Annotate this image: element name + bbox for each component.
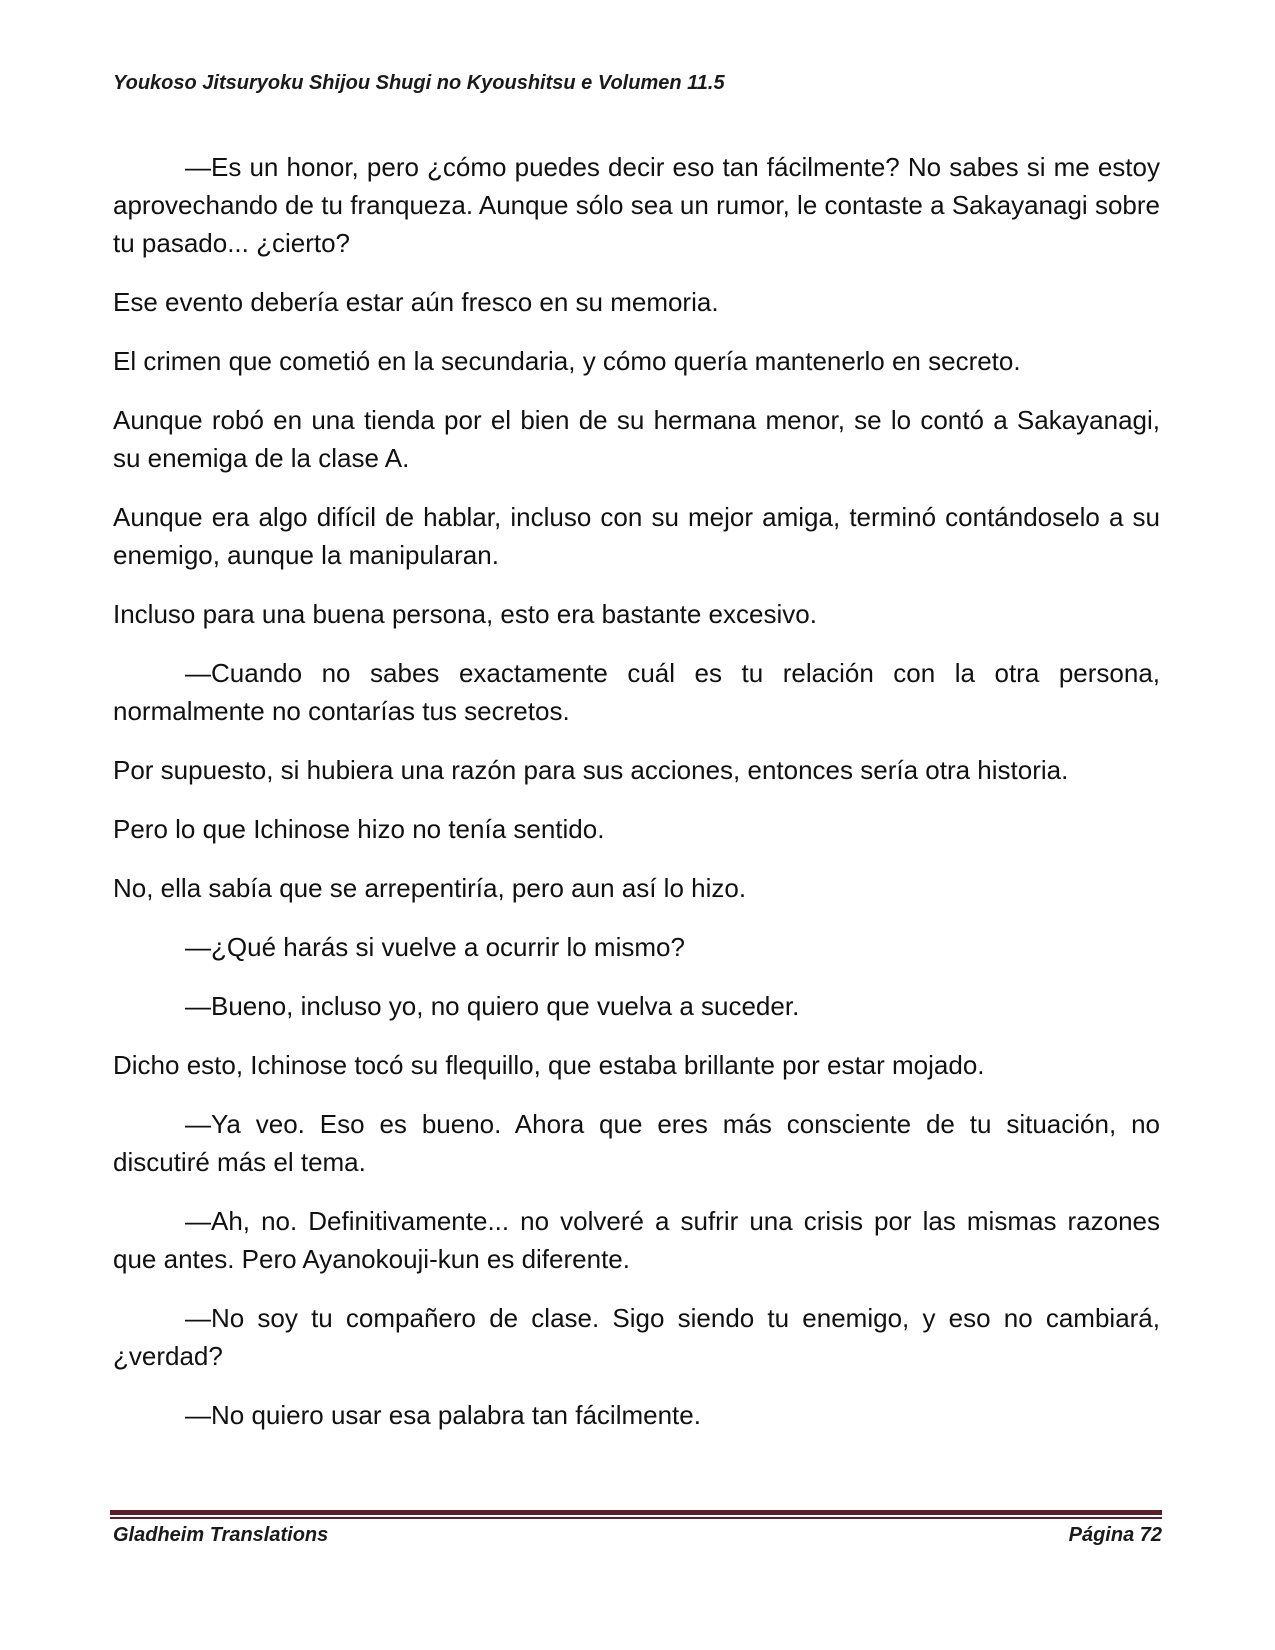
paragraph: No, ella sabía que se arrepentiría, pero aun así lo hizo. bbox=[113, 873, 747, 903]
footer-rule-thin bbox=[110, 1517, 1162, 1519]
paragraph-dialogue: —No soy tu compañero de clase. Sigo siendo tu enemigo, y eso no cambiará, ¿verdad? bbox=[113, 1303, 1160, 1371]
paragraph-dialogue: —Ah, no. Definitivamente... no volveré a sufrir una crisis por las mismas razones que antes. Pero Ayanokouji-kun es diferente. bbox=[113, 1206, 1160, 1274]
paragraph: Pero lo que Ichinose hizo no tenía sentido. bbox=[113, 814, 605, 844]
page-number: Página 72 bbox=[1068, 1524, 1162, 1546]
page-body bbox=[113, 148, 1160, 1455]
paragraph-dialogue: —Cuando no sabes exactamente cuál es tu relación con la otra persona, normalmente no contarías tus secretos. bbox=[113, 658, 1160, 726]
paragraph: El crimen que cometió en la secundaria, y cómo quería mantenerlo en secreto. bbox=[113, 346, 1021, 376]
paragraph-dialogue: —Ya veo. Eso es bueno. Ahora que eres más consciente de tu situación, no discutiré más el tema. bbox=[113, 1109, 1160, 1177]
paragraph-dialogue: —Es un honor, pero ¿cómo puedes decir eso tan fácilmente? No sabes si me estoy aprovechando de tu franqueza. Aunque sólo sea un rumor, le contaste a Sakayanagi sobre tu pasado... ¿cierto? bbox=[113, 152, 1160, 258]
paragraph-dialogue: —Bueno, incluso yo, no quiero que vuelva a suceder. bbox=[185, 991, 800, 1021]
paragraph: Dicho esto, Ichinose tocó su flequillo, que estaba brillante por estar mojado. bbox=[113, 1050, 985, 1080]
paragraph: Ese evento debería estar aún fresco en su memoria. bbox=[113, 287, 719, 317]
paragraph: Aunque era algo difícil de hablar, incluso con su mejor amiga, terminó contándoselo a su enemigo, aunque la manipularan. bbox=[113, 502, 1160, 570]
paragraph: Por supuesto, si hubiera una razón para sus acciones, entonces sería otra historia. bbox=[113, 755, 1069, 785]
paragraph-dialogue: —¿Qué harás si vuelve a ocurrir lo mismo? bbox=[185, 932, 685, 962]
footer-rule bbox=[110, 1510, 1162, 1519]
running-header: Youkoso Jitsuryoku Shijou Shugi no Kyoushitsu e Volumen 11.5 bbox=[113, 72, 725, 94]
running-footer bbox=[113, 1524, 1162, 1547]
paragraph-dialogue: —No quiero usar esa palabra tan fácilmente. bbox=[185, 1400, 701, 1430]
paragraph: Aunque robó en una tienda por el bien de su hermana menor, se lo contó a Sakayanagi, su enemiga de la clase A. bbox=[113, 405, 1160, 473]
paragraph: Incluso para una buena persona, esto era bastante excesivo. bbox=[113, 599, 817, 629]
footer-translator: Gladheim Translations bbox=[113, 1524, 329, 1546]
footer-rule-thick bbox=[110, 1510, 1162, 1515]
